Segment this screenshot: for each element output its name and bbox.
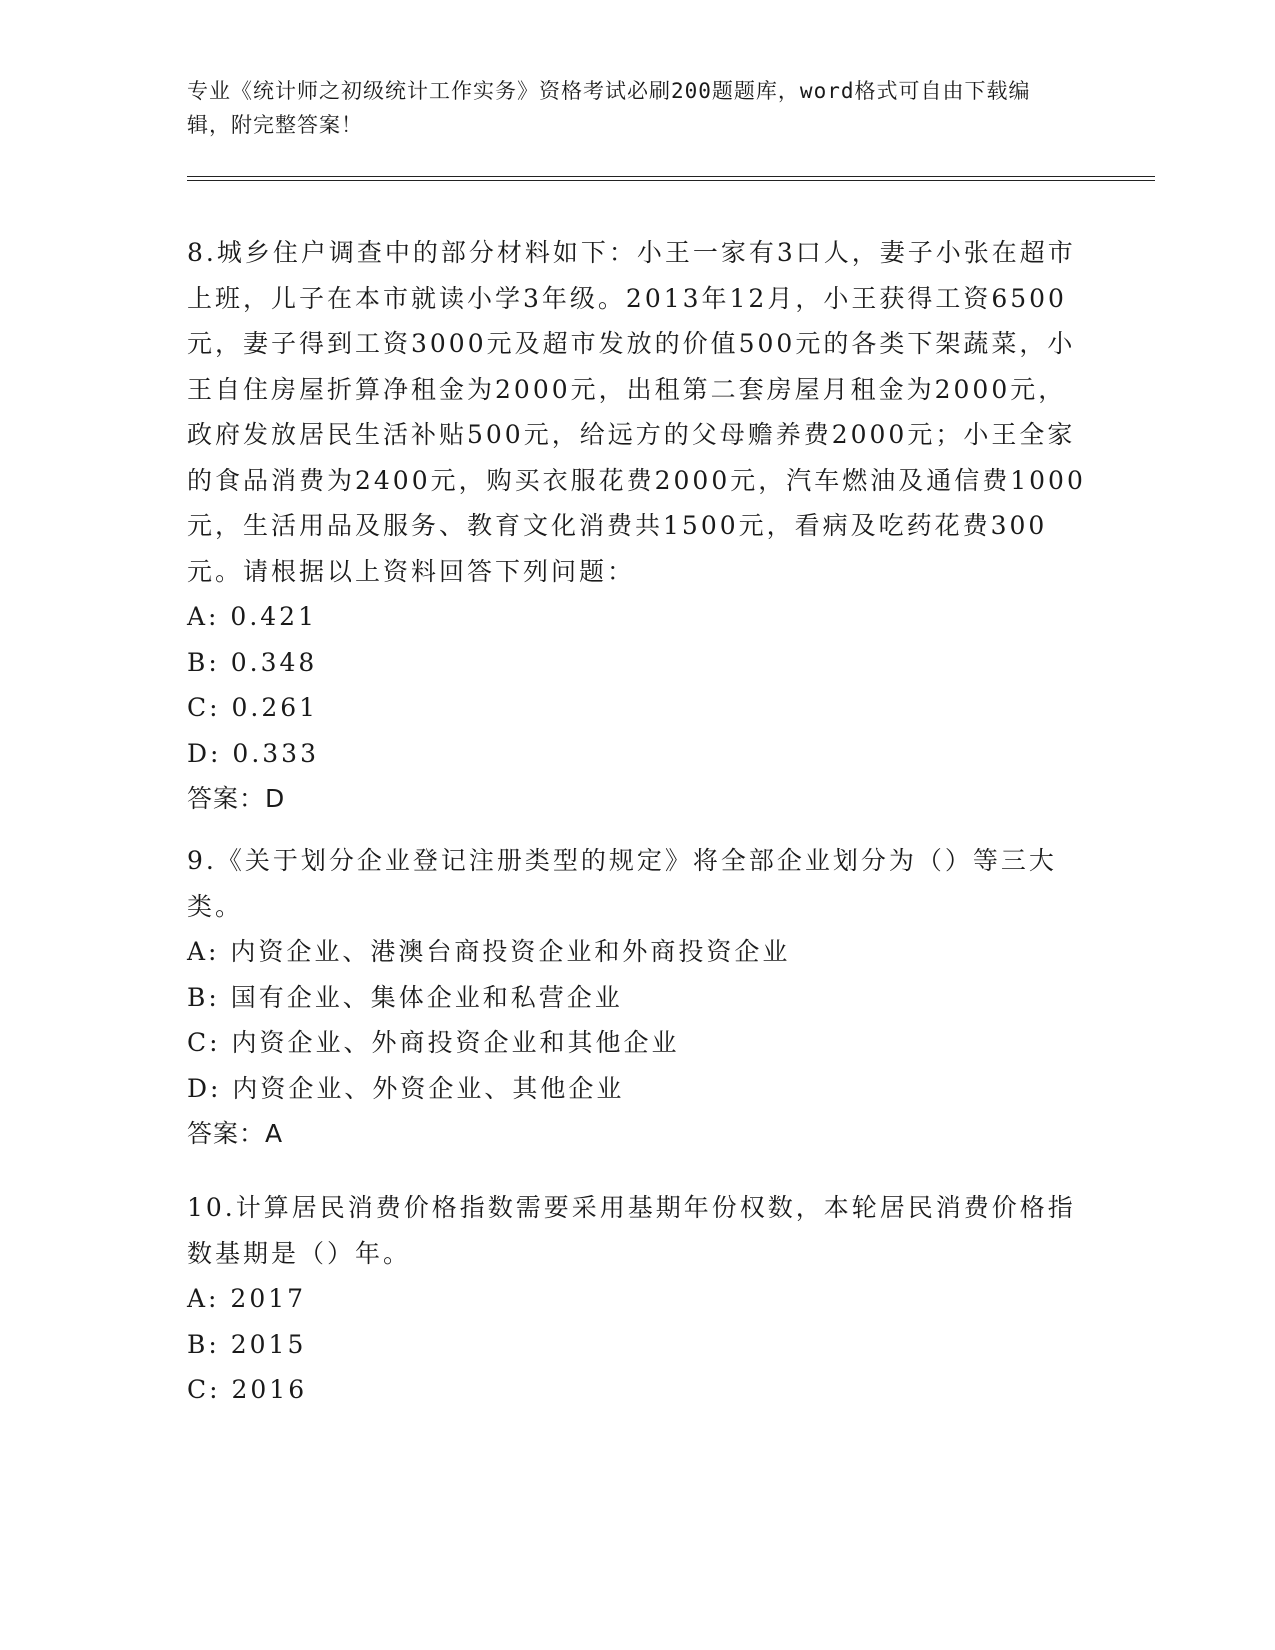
option-d: D: 内资企业、外资企业、其他企业 [187,1073,625,1103]
header-rule-top [187,176,1155,177]
question-stem: 10.计算居民消费价格指数需要采用基期年份权数，本轮居民消费价格指数基期是（）年。 [187,1193,1076,1268]
option-b: B: 国有企业、集体企业和私营企业 [187,982,623,1012]
option-a: A: 2017 [187,1284,307,1313]
option-b: B: 2015 [187,1329,307,1359]
option-c: C: 0.261 [187,693,319,722]
option-b: B: 0.348 [187,647,318,677]
answer-label: 答案：A [187,1119,284,1148]
question-8 [187,230,1087,822]
option-a: A: 内资企业、港澳台商投资企业和外商投资企业 [187,937,791,966]
document-header: 专业《统计师之初级统计工作实务》资格考试必刷200题题库，word格式可自由下载编辑，附完整答案！ [187,79,1031,137]
answer-label: 答案：D [187,784,286,813]
question-stem: 9.《关于划分企业登记注册类型的规定》将全部企业划分为（）等三大类。 [187,846,1057,921]
header-rule-bottom [187,180,1155,181]
option-c: C: 2016 [187,1375,308,1404]
option-d: D: 0.333 [187,738,319,768]
option-a: A: 0.421 [187,602,317,631]
question-stem: 8.城乡住户调查中的部分材料如下：小王一家有3口人，妻子小张在超市上班，儿子在本市就读小学3年级。2013年12月，小王获得工资6500元，妻子得到工资3000元及超市发放的价值500元的各类下架蔬菜，小王自住房屋折算净租金为2000元，出租第二套房屋月租金为2000元，政府发放居民生活补贴500元，给远方的父母赡养费2000元；小王全家的食品消费为2400元，购买衣服花费2000元，汽车燃油及通信费1000元，生活用品及服务、教育文化消费共1500元，看病及吃药花费300元。请根据以上资料回答下列问题： [187,238,1086,586]
option-c: C: 内资企业、外商投资企业和其他企业 [187,1028,680,1057]
question-9 [187,838,1087,1157]
question-10 [187,1185,1087,1413]
